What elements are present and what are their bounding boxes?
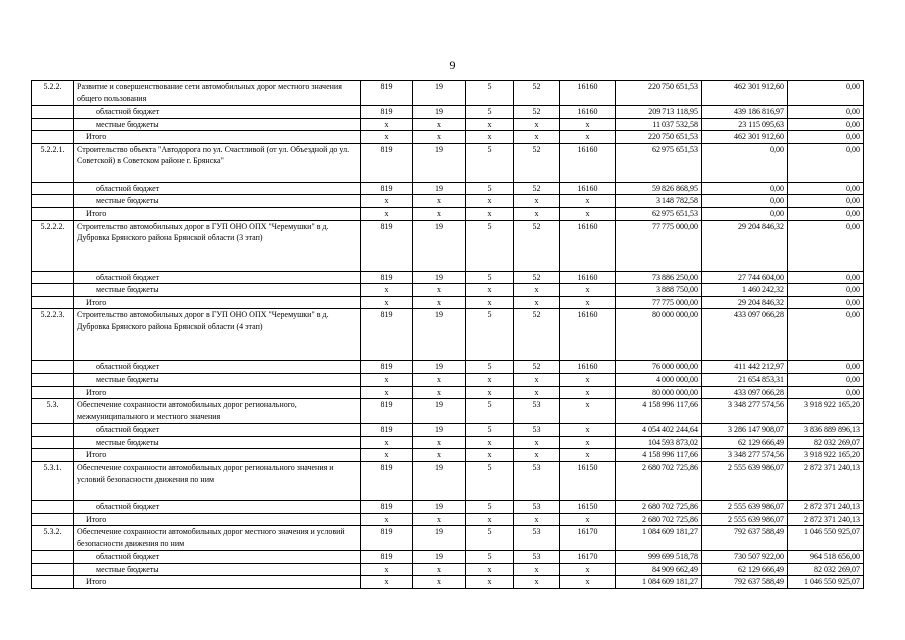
row-description: местные бюджеты: [74, 436, 361, 449]
amount-cell: 999 699 518,78: [616, 551, 702, 564]
expense-code-cell: 16170: [560, 526, 616, 551]
section-code-cell: 19: [413, 182, 466, 195]
admin-code-cell: x: [361, 284, 413, 297]
admin-code-cell: x: [361, 563, 413, 576]
table-row: [32, 563, 864, 576]
section-code-cell: x: [413, 436, 466, 449]
amount-cell: 104 593 873,02: [616, 436, 702, 449]
row-description: Строительство автомобильных дорог в ГУП ОНО ОПХ "Черемушки" в д. Дубровка Брянского района Брянской области (3 этап): [74, 220, 361, 271]
target-code-cell: 53: [514, 526, 560, 551]
table-row: [32, 500, 864, 513]
section-code-cell: x: [413, 284, 466, 297]
expense-code-cell: x: [560, 399, 616, 424]
amount-cell: 0,00: [788, 118, 864, 131]
admin-code-cell: x: [361, 195, 413, 208]
subsection-code-cell: 5: [466, 526, 514, 551]
section-code-cell: 19: [413, 271, 466, 284]
target-code-cell: x: [514, 207, 560, 220]
admin-code-cell: 819: [361, 500, 413, 513]
subsection-code-cell: 5: [466, 143, 514, 182]
expense-code-cell: 16160: [560, 361, 616, 374]
row-description: местные бюджеты: [74, 373, 361, 386]
table-row: [32, 118, 864, 131]
admin-code-cell: x: [361, 449, 413, 462]
row-description: областной бюджет: [74, 182, 361, 195]
expense-code-cell: 16160: [560, 81, 616, 106]
expense-code-cell: x: [560, 576, 616, 589]
amount-cell: 0,00: [702, 143, 788, 182]
subsection-code-cell: x: [466, 296, 514, 309]
amount-cell: 0,00: [788, 106, 864, 119]
table-row: [32, 461, 864, 500]
table-row: [32, 81, 864, 106]
amount-cell: 411 442 212,97: [702, 361, 788, 374]
target-code-cell: x: [514, 449, 560, 462]
amount-cell: 0,00: [788, 182, 864, 195]
table-row: [32, 386, 864, 399]
section-code-cell: 19: [413, 309, 466, 361]
amount-cell: 0,00: [702, 207, 788, 220]
amount-cell: 84 909 662,49: [616, 563, 702, 576]
table-row: [32, 526, 864, 551]
expense-code-cell: 16150: [560, 500, 616, 513]
amount-cell: 209 713 118,95: [616, 106, 702, 119]
amount-cell: 2 680 702 725,86: [616, 461, 702, 500]
section-code-cell: x: [413, 296, 466, 309]
amount-cell: 3 348 277 574,56: [702, 449, 788, 462]
section-code-cell: x: [413, 576, 466, 589]
amount-cell: 21 654 853,31: [702, 373, 788, 386]
table-row: [32, 284, 864, 297]
amount-cell: 3 918 922 165,20: [788, 449, 864, 462]
admin-code-cell: 819: [361, 399, 413, 424]
table-row: [32, 131, 864, 144]
row-code: 5.2.2.2.: [32, 220, 74, 271]
row-code: [32, 106, 74, 119]
section-code-cell: x: [413, 449, 466, 462]
section-code-cell: 19: [413, 424, 466, 437]
amount-cell: 0,00: [788, 361, 864, 374]
section-code-cell: 19: [413, 399, 466, 424]
amount-cell: 4 000 000,00: [616, 373, 702, 386]
row-description: областной бюджет: [74, 271, 361, 284]
section-code-cell: x: [413, 386, 466, 399]
admin-code-cell: 819: [361, 424, 413, 437]
amount-cell: 59 826 868,95: [616, 182, 702, 195]
section-code-cell: x: [413, 373, 466, 386]
row-description: областной бюджет: [74, 500, 361, 513]
table-row: [32, 424, 864, 437]
amount-cell: 3 918 922 165,20: [788, 399, 864, 424]
admin-code-cell: x: [361, 296, 413, 309]
target-code-cell: 52: [514, 220, 560, 271]
target-code-cell: 52: [514, 361, 560, 374]
row-description: местные бюджеты: [74, 284, 361, 297]
section-code-cell: x: [413, 118, 466, 131]
target-code-cell: x: [514, 195, 560, 208]
admin-code-cell: x: [361, 207, 413, 220]
amount-cell: 62 129 666,49: [702, 436, 788, 449]
row-description: Итого: [74, 296, 361, 309]
amount-cell: 0,00: [788, 373, 864, 386]
section-code-cell: 19: [413, 81, 466, 106]
target-code-cell: 53: [514, 399, 560, 424]
table-row: [32, 513, 864, 526]
row-description: местные бюджеты: [74, 563, 361, 576]
expense-code-cell: x: [560, 207, 616, 220]
amount-cell: 1 084 609 181,27: [616, 576, 702, 589]
table-row: [32, 143, 864, 182]
target-code-cell: x: [514, 131, 560, 144]
subsection-code-cell: 5: [466, 461, 514, 500]
amount-cell: 0,00: [788, 271, 864, 284]
expense-code-cell: x: [560, 131, 616, 144]
row-code: [32, 296, 74, 309]
amount-cell: 82 032 269,07: [788, 563, 864, 576]
amount-cell: 2 680 702 725,86: [616, 513, 702, 526]
target-code-cell: 53: [514, 461, 560, 500]
row-code: 5.2.2.: [32, 81, 74, 106]
amount-cell: 0,00: [702, 182, 788, 195]
row-code: [32, 563, 74, 576]
row-description: Итого: [74, 207, 361, 220]
table-row: [32, 195, 864, 208]
amount-cell: 29 204 846,32: [702, 220, 788, 271]
subsection-code-cell: x: [466, 207, 514, 220]
amount-cell: 62 975 651,53: [616, 207, 702, 220]
expense-code-cell: x: [560, 513, 616, 526]
amount-cell: 462 301 912,60: [702, 81, 788, 106]
subsection-code-cell: x: [466, 386, 514, 399]
target-code-cell: 52: [514, 81, 560, 106]
admin-code-cell: x: [361, 436, 413, 449]
admin-code-cell: x: [361, 131, 413, 144]
amount-cell: 0,00: [788, 309, 864, 361]
amount-cell: 0,00: [788, 296, 864, 309]
amount-cell: 1 460 242,32: [702, 284, 788, 297]
subsection-code-cell: x: [466, 284, 514, 297]
row-code: [32, 424, 74, 437]
target-code-cell: x: [514, 386, 560, 399]
subsection-code-cell: 5: [466, 106, 514, 119]
row-code: 5.3.2.: [32, 526, 74, 551]
subsection-code-cell: x: [466, 131, 514, 144]
amount-cell: 4 054 402 244,64: [616, 424, 702, 437]
target-code-cell: x: [514, 373, 560, 386]
expense-code-cell: 16160: [560, 220, 616, 271]
row-code: [32, 195, 74, 208]
target-code-cell: 52: [514, 182, 560, 195]
subsection-code-cell: x: [466, 195, 514, 208]
admin-code-cell: 819: [361, 143, 413, 182]
subsection-code-cell: x: [466, 436, 514, 449]
row-description: Итого: [74, 576, 361, 589]
amount-cell: 0,00: [788, 386, 864, 399]
subsection-code-cell: 5: [466, 81, 514, 106]
row-description: местные бюджеты: [74, 118, 361, 131]
subsection-code-cell: x: [466, 449, 514, 462]
amount-cell: 3 836 889 896,13: [788, 424, 864, 437]
amount-cell: 0,00: [788, 81, 864, 106]
table-row: [32, 551, 864, 564]
target-code-cell: x: [514, 284, 560, 297]
row-description: областной бюджет: [74, 361, 361, 374]
expense-code-cell: 16150: [560, 461, 616, 500]
row-code: [32, 500, 74, 513]
expense-code-cell: 16160: [560, 309, 616, 361]
admin-code-cell: 819: [361, 220, 413, 271]
row-description: областной бюджет: [74, 551, 361, 564]
target-code-cell: x: [514, 118, 560, 131]
row-code: [32, 386, 74, 399]
table-row: [32, 271, 864, 284]
section-code-cell: x: [413, 513, 466, 526]
row-code: [32, 513, 74, 526]
amount-cell: 2 555 639 986,07: [702, 500, 788, 513]
subsection-code-cell: x: [466, 563, 514, 576]
table-row: [32, 106, 864, 119]
amount-cell: 0,00: [788, 131, 864, 144]
subsection-code-cell: 5: [466, 551, 514, 564]
subsection-code-cell: 5: [466, 271, 514, 284]
table-row: [32, 361, 864, 374]
row-code: 5.2.2.3.: [32, 309, 74, 361]
table-row: [32, 309, 864, 361]
page-number: 9: [449, 58, 456, 72]
row-code: [32, 118, 74, 131]
amount-cell: 11 037 532,58: [616, 118, 702, 131]
section-code-cell: 19: [413, 143, 466, 182]
amount-cell: 792 637 588,49: [702, 526, 788, 551]
budget-table: [31, 80, 864, 589]
subsection-code-cell: 5: [466, 361, 514, 374]
row-description: Строительство объекта "Автодорога по ул. Счастливой (от ул. Объездной до ул. Советской) в Советском районе г. Брянска": [74, 143, 361, 182]
amount-cell: 29 204 846,32: [702, 296, 788, 309]
admin-code-cell: 819: [361, 182, 413, 195]
row-code: [32, 449, 74, 462]
target-code-cell: 53: [514, 500, 560, 513]
amount-cell: 82 032 269,07: [788, 436, 864, 449]
expense-code-cell: x: [560, 436, 616, 449]
row-code: 5.3.: [32, 399, 74, 424]
expense-code-cell: 16170: [560, 551, 616, 564]
expense-code-cell: 16160: [560, 271, 616, 284]
amount-cell: 462 301 912,60: [702, 131, 788, 144]
amount-cell: 0,00: [788, 220, 864, 271]
row-code: [32, 182, 74, 195]
amount-cell: 0,00: [702, 195, 788, 208]
section-code-cell: x: [413, 207, 466, 220]
target-code-cell: x: [514, 436, 560, 449]
admin-code-cell: 819: [361, 526, 413, 551]
amount-cell: 730 507 922,00: [702, 551, 788, 564]
table-row: [32, 220, 864, 271]
row-description: Итого: [74, 513, 361, 526]
amount-cell: 76 000 000,00: [616, 361, 702, 374]
section-code-cell: 19: [413, 220, 466, 271]
amount-cell: 4 158 996 117,66: [616, 449, 702, 462]
row-description: Строительство автомобильных дорог в ГУП ОНО ОПХ "Черемушки" в д. Дубровка Брянского района Брянской области (4 этап): [74, 309, 361, 361]
expense-code-cell: x: [560, 284, 616, 297]
subsection-code-cell: x: [466, 118, 514, 131]
expense-code-cell: x: [560, 195, 616, 208]
row-description: Развитие и совершенствование сети автомобильных дорог местного значения общего пользования: [74, 81, 361, 106]
amount-cell: 80 000 000,00: [616, 309, 702, 361]
admin-code-cell: 819: [361, 106, 413, 119]
admin-code-cell: 819: [361, 361, 413, 374]
admin-code-cell: 819: [361, 81, 413, 106]
amount-cell: 2 872 371 240,13: [788, 461, 864, 500]
row-description: Обеспечение сохранности автомобильных дорог местного значения и условий безопасности движения по ним: [74, 526, 361, 551]
row-code: [32, 436, 74, 449]
subsection-code-cell: x: [466, 513, 514, 526]
amount-cell: 792 637 588,49: [702, 576, 788, 589]
row-code: [32, 361, 74, 374]
section-code-cell: x: [413, 131, 466, 144]
table-row: [32, 576, 864, 589]
subsection-code-cell: 5: [466, 309, 514, 361]
amount-cell: 1 084 609 181,27: [616, 526, 702, 551]
target-code-cell: x: [514, 576, 560, 589]
amount-cell: 3 148 782,58: [616, 195, 702, 208]
table-row: [32, 399, 864, 424]
row-description: Итого: [74, 449, 361, 462]
target-code-cell: x: [514, 296, 560, 309]
row-description: областной бюджет: [74, 424, 361, 437]
expense-code-cell: x: [560, 118, 616, 131]
amount-cell: 2 872 371 240,13: [788, 513, 864, 526]
section-code-cell: 19: [413, 500, 466, 513]
amount-cell: 220 750 651,53: [616, 81, 702, 106]
section-code-cell: 19: [413, 551, 466, 564]
row-description: Обеспечение сохранности автомобильных дорог регионального значения и условий безопасности движения по ним: [74, 461, 361, 500]
amount-cell: 0,00: [788, 207, 864, 220]
amount-cell: 2 680 702 725,86: [616, 500, 702, 513]
amount-cell: 3 888 750,00: [616, 284, 702, 297]
amount-cell: 220 750 651,53: [616, 131, 702, 144]
amount-cell: 3 348 277 574,56: [702, 399, 788, 424]
amount-cell: 2 555 639 986,07: [702, 461, 788, 500]
admin-code-cell: x: [361, 576, 413, 589]
amount-cell: 77 775 000,00: [616, 296, 702, 309]
admin-code-cell: x: [361, 373, 413, 386]
section-code-cell: 19: [413, 106, 466, 119]
table-row: [32, 373, 864, 386]
amount-cell: 73 886 250,00: [616, 271, 702, 284]
amount-cell: 62 129 666,49: [702, 563, 788, 576]
expense-code-cell: x: [560, 449, 616, 462]
expense-code-cell: 16160: [560, 182, 616, 195]
row-description: областной бюджет: [74, 106, 361, 119]
row-code: [32, 271, 74, 284]
subsection-code-cell: x: [466, 576, 514, 589]
amount-cell: 3 286 147 908,07: [702, 424, 788, 437]
target-code-cell: 52: [514, 309, 560, 361]
row-code: [32, 551, 74, 564]
section-code-cell: x: [413, 195, 466, 208]
amount-cell: 27 744 604,00: [702, 271, 788, 284]
table-row: [32, 449, 864, 462]
target-code-cell: 52: [514, 271, 560, 284]
row-description: Обеспечение сохранности автомобильных дорог регионального, межмуниципального и местного значения: [74, 399, 361, 424]
amount-cell: 2 872 371 240,13: [788, 500, 864, 513]
expense-code-cell: x: [560, 563, 616, 576]
subsection-code-cell: 5: [466, 220, 514, 271]
amount-cell: 0,00: [788, 143, 864, 182]
row-code: [32, 284, 74, 297]
expense-code-cell: x: [560, 424, 616, 437]
row-code: [32, 576, 74, 589]
row-code: [32, 207, 74, 220]
row-description: Итого: [74, 131, 361, 144]
subsection-code-cell: 5: [466, 424, 514, 437]
amount-cell: 23 115 095,63: [702, 118, 788, 131]
subsection-code-cell: 5: [466, 182, 514, 195]
target-code-cell: 53: [514, 551, 560, 564]
admin-code-cell: x: [361, 513, 413, 526]
section-code-cell: 19: [413, 361, 466, 374]
admin-code-cell: x: [361, 386, 413, 399]
row-description: местные бюджеты: [74, 195, 361, 208]
amount-cell: 439 186 816,97: [702, 106, 788, 119]
target-code-cell: x: [514, 563, 560, 576]
table-row: [32, 436, 864, 449]
table-row: [32, 296, 864, 309]
amount-cell: 0,00: [788, 284, 864, 297]
amount-cell: 964 518 656,00: [788, 551, 864, 564]
admin-code-cell: 819: [361, 551, 413, 564]
target-code-cell: 52: [514, 143, 560, 182]
expense-code-cell: 16160: [560, 143, 616, 182]
amount-cell: 433 097 066,28: [702, 386, 788, 399]
subsection-code-cell: 5: [466, 399, 514, 424]
subsection-code-cell: x: [466, 373, 514, 386]
target-code-cell: x: [514, 513, 560, 526]
target-code-cell: 52: [514, 106, 560, 119]
section-code-cell: 19: [413, 526, 466, 551]
expense-code-cell: x: [560, 296, 616, 309]
amount-cell: 0,00: [788, 195, 864, 208]
admin-code-cell: x: [361, 118, 413, 131]
target-code-cell: 53: [514, 424, 560, 437]
amount-cell: 4 158 996 117,66: [616, 399, 702, 424]
expense-code-cell: x: [560, 373, 616, 386]
row-code: 5.3.1.: [32, 461, 74, 500]
section-code-cell: 19: [413, 461, 466, 500]
admin-code-cell: 819: [361, 271, 413, 284]
table-row: [32, 207, 864, 220]
expense-code-cell: 16160: [560, 106, 616, 119]
row-code: [32, 373, 74, 386]
row-description: Итого: [74, 386, 361, 399]
amount-cell: 433 097 066,28: [702, 309, 788, 361]
amount-cell: 62 975 651,53: [616, 143, 702, 182]
amount-cell: 2 555 639 986,07: [702, 513, 788, 526]
amount-cell: 1 046 550 925,07: [788, 526, 864, 551]
table-row: [32, 182, 864, 195]
amount-cell: 1 046 550 925,07: [788, 576, 864, 589]
amount-cell: 80 000 000,00: [616, 386, 702, 399]
admin-code-cell: 819: [361, 461, 413, 500]
row-code: 5.2.2.1.: [32, 143, 74, 182]
admin-code-cell: 819: [361, 309, 413, 361]
section-code-cell: x: [413, 563, 466, 576]
subsection-code-cell: 5: [466, 500, 514, 513]
expense-code-cell: x: [560, 386, 616, 399]
row-code: [32, 131, 74, 144]
amount-cell: 77 775 000,00: [616, 220, 702, 271]
